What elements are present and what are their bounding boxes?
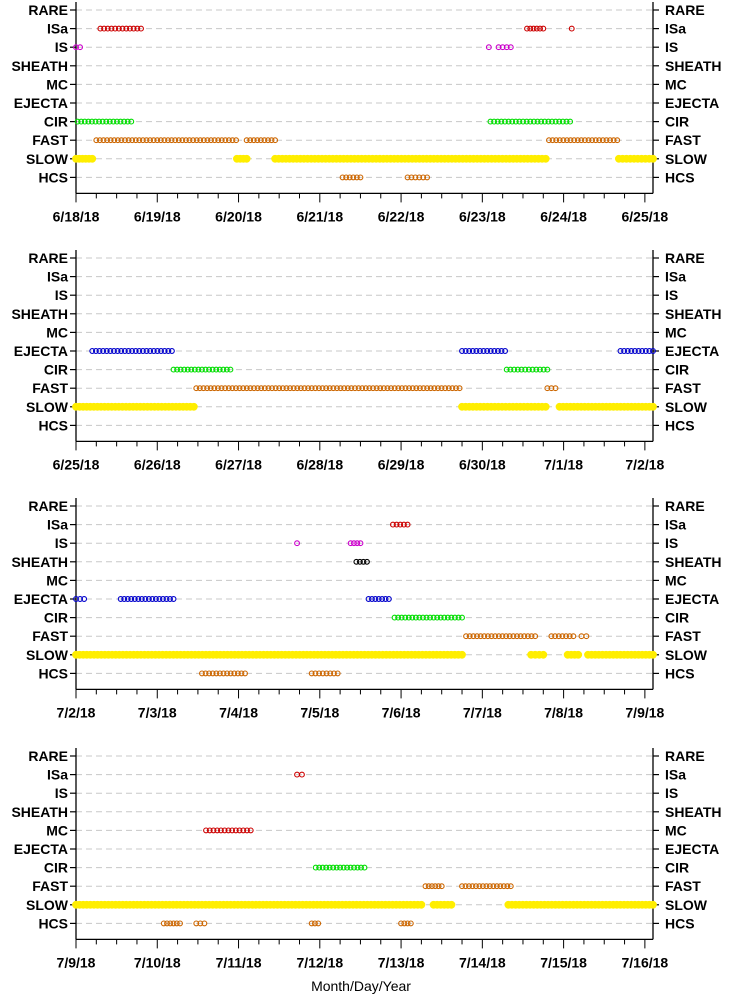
- y-tick-label: MC: [46, 76, 68, 93]
- y-tick-label-right: IS: [665, 785, 679, 802]
- data-point-slow: [649, 155, 656, 162]
- y-tick-label-right: SLOW: [665, 150, 707, 167]
- y-tick-label-right: MC: [665, 76, 687, 93]
- chart-panel-1: [11, 2, 721, 224]
- y-tick-label: SHEATH: [11, 803, 68, 820]
- x-tick-label: 7/8/18: [544, 704, 584, 721]
- y-tick-label: RARE: [28, 2, 68, 18]
- y-tick-label: SHEATH: [11, 57, 68, 74]
- chart-panel-2: [11, 250, 721, 472]
- x-tick-label: 7/7/18: [462, 704, 502, 721]
- y-tick-label: IS: [54, 287, 68, 304]
- x-tick-label: 7/5/18: [300, 704, 340, 721]
- y-tick-label-right: HCS: [665, 665, 695, 682]
- y-tick-label-right: RARE: [665, 250, 705, 266]
- y-tick-label-right: FAST: [665, 132, 701, 149]
- y-tick-label-right: SHEATH: [665, 305, 722, 322]
- data-point-slow: [418, 901, 425, 908]
- x-tick-label: 7/13/18: [377, 954, 425, 971]
- y-tick-label-right: CIR: [665, 859, 690, 876]
- y-tick-label: SHEATH: [11, 553, 68, 570]
- y-tick-label: HCS: [38, 665, 68, 682]
- data-point-slow: [649, 651, 656, 658]
- y-tick-label: CIR: [43, 361, 68, 378]
- y-tick-label-right: HCS: [665, 169, 695, 186]
- y-tick-label: ISa: [46, 20, 68, 37]
- data-point-slow: [649, 901, 656, 908]
- y-tick-label-right: HCS: [665, 915, 695, 932]
- x-tick-label: 6/19/18: [133, 208, 181, 225]
- data-point-slow: [89, 155, 96, 162]
- y-tick-label: HCS: [38, 417, 68, 434]
- data-point-slow: [243, 155, 250, 162]
- y-tick-label-right: HCS: [665, 417, 695, 434]
- x-tick-label: 7/16/18: [621, 954, 669, 971]
- x-tick-label: 7/14/18: [458, 954, 506, 971]
- y-tick-label-right: EJECTA: [665, 591, 720, 607]
- y-tick-label-right: FAST: [665, 380, 701, 397]
- y-tick-label: MC: [46, 822, 68, 839]
- y-tick-label: ISa: [46, 516, 68, 533]
- y-tick-label-right: CIR: [665, 113, 690, 130]
- y-tick-label-right: ISa: [665, 766, 687, 783]
- y-tick-label-right: IS: [665, 535, 679, 552]
- x-tick-label: 7/12/18: [296, 954, 344, 971]
- y-tick-label: RARE: [28, 250, 68, 266]
- data-point-slow: [448, 901, 455, 908]
- y-tick-label: IS: [54, 785, 68, 802]
- x-axis-title: Month/Day/Year: [311, 978, 411, 994]
- x-tick-label: 7/11/18: [215, 954, 262, 971]
- x-tick-label: 6/28/18: [296, 456, 344, 473]
- x-tick-label: 6/26/18: [133, 456, 181, 473]
- y-tick-label: EJECTA: [13, 841, 68, 857]
- x-tick-label: 7/6/18: [381, 704, 421, 721]
- x-tick-label: 6/23/18: [458, 208, 506, 225]
- y-tick-label: SLOW: [26, 150, 68, 167]
- x-tick-label: 7/1/18: [544, 456, 584, 473]
- x-tick-label: 6/24/18: [540, 208, 587, 225]
- y-tick-label: HCS: [38, 915, 68, 932]
- x-tick-label: 6/21/18: [296, 208, 344, 225]
- x-tick-label: 6/18/18: [52, 208, 100, 225]
- x-tick-label: 7/2/18: [56, 704, 96, 721]
- data-point-slow: [190, 403, 197, 410]
- x-tick-label: 7/15/18: [540, 954, 587, 971]
- x-tick-label: 6/25/18: [52, 456, 100, 473]
- y-tick-label: EJECTA: [13, 343, 68, 359]
- y-tick-label: SLOW: [26, 896, 68, 913]
- y-tick-label: SLOW: [26, 398, 68, 415]
- y-tick-label-right: ISa: [665, 516, 687, 533]
- y-tick-label-right: SHEATH: [665, 553, 722, 570]
- x-tick-label: 6/25/18: [621, 208, 669, 225]
- y-tick-label: SHEATH: [11, 305, 68, 322]
- y-tick-label: FAST: [32, 132, 68, 149]
- y-tick-label-right: CIR: [665, 609, 690, 626]
- y-tick-label: ISa: [46, 268, 68, 285]
- y-tick-label-right: CIR: [665, 361, 690, 378]
- y-tick-label: IS: [54, 39, 68, 56]
- y-tick-label-right: FAST: [665, 878, 701, 895]
- y-tick-label-right: ISa: [665, 268, 687, 285]
- y-tick-label-right: RARE: [665, 748, 705, 764]
- data-point-slow: [542, 155, 549, 162]
- x-tick-label: 6/30/18: [458, 456, 506, 473]
- y-tick-label: IS: [54, 535, 68, 552]
- y-tick-label: RARE: [28, 748, 68, 764]
- y-tick-label-right: SLOW: [665, 896, 707, 913]
- y-tick-label-right: SHEATH: [665, 803, 722, 820]
- y-tick-label-right: MC: [665, 822, 687, 839]
- chart-panel-3: [11, 498, 721, 720]
- y-tick-label-right: EJECTA: [665, 343, 720, 359]
- x-tick-label: 7/2/18: [625, 456, 665, 473]
- y-tick-label-right: MC: [665, 572, 687, 589]
- x-tick-label: 6/29/18: [377, 456, 425, 473]
- y-tick-label-right: RARE: [665, 498, 705, 514]
- x-tick-label: 7/4/18: [219, 704, 259, 721]
- y-tick-label-right: FAST: [665, 628, 701, 645]
- y-tick-label: MC: [46, 572, 68, 589]
- x-tick-label: 7/3/18: [137, 704, 177, 721]
- y-tick-label-right: SLOW: [665, 398, 707, 415]
- y-tick-label: SLOW: [26, 646, 68, 663]
- data-point-slow: [458, 651, 465, 658]
- y-tick-label-right: SHEATH: [665, 57, 722, 74]
- y-tick-label-right: IS: [665, 287, 679, 304]
- y-tick-label: FAST: [32, 380, 68, 397]
- data-point-slow: [575, 651, 582, 658]
- y-tick-label: MC: [46, 324, 68, 341]
- x-tick-label: 6/27/18: [215, 456, 262, 473]
- y-tick-label: FAST: [32, 628, 68, 645]
- chart-panel-4: [11, 748, 721, 970]
- y-tick-label-right: ISa: [665, 20, 687, 37]
- x-tick-label: 6/20/18: [215, 208, 262, 225]
- data-point-slow: [540, 651, 547, 658]
- y-tick-label: CIR: [43, 609, 68, 626]
- y-tick-label: EJECTA: [13, 591, 68, 607]
- y-tick-label: ISa: [46, 766, 68, 783]
- y-tick-label: HCS: [38, 169, 68, 186]
- x-tick-label: 7/10/18: [133, 954, 181, 971]
- y-tick-label: CIR: [43, 113, 68, 130]
- x-tick-label: 6/22/18: [377, 208, 425, 225]
- y-tick-label-right: EJECTA: [665, 841, 720, 857]
- y-tick-label: FAST: [32, 878, 68, 895]
- data-point-slow: [542, 403, 549, 410]
- y-tick-label: CIR: [43, 859, 68, 876]
- y-tick-label-right: SLOW: [665, 646, 707, 663]
- y-tick-label: EJECTA: [13, 95, 68, 111]
- y-tick-label: RARE: [28, 498, 68, 514]
- y-tick-label-right: IS: [665, 39, 679, 56]
- x-tick-label: 7/9/18: [56, 954, 96, 971]
- data-point-slow: [649, 403, 656, 410]
- y-tick-label-right: RARE: [665, 2, 705, 18]
- y-tick-label-right: EJECTA: [665, 95, 720, 111]
- x-tick-label: 7/9/18: [625, 704, 665, 721]
- y-tick-label-right: MC: [665, 324, 687, 341]
